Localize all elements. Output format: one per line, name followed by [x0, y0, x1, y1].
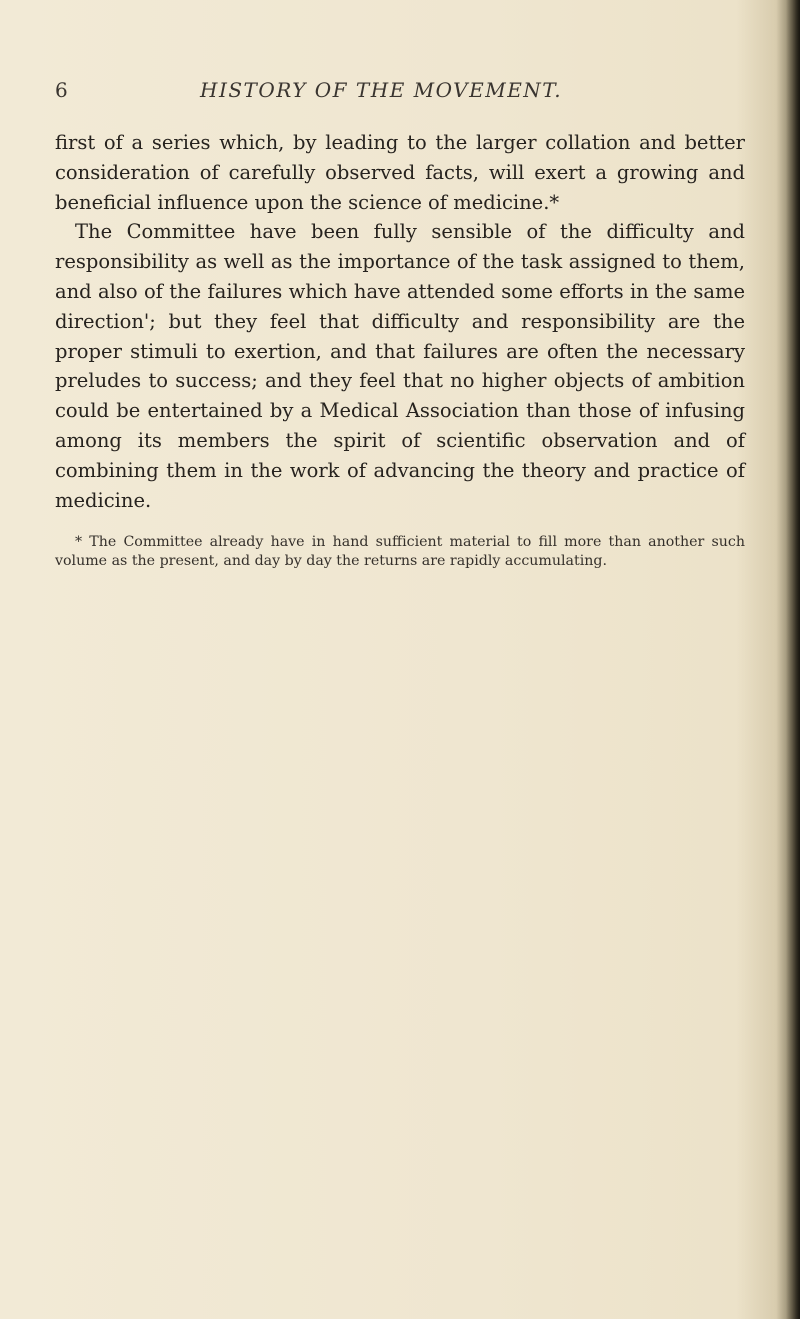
- running-title: HISTORY OF THE MOVEMENT.: [200, 78, 563, 102]
- body-text: [55, 128, 745, 515]
- paragraph-continued: first of a series which, by leading to the larger collation and better consideration of carefully observed facts, will exert a growing and beneficial influence upon the science of medicine.*: [55, 131, 745, 214]
- page-edge-shadow: [786, 0, 800, 1319]
- footnote: * The Committee already have in hand sufficient material to fill more than another such volume as the present, and day by day the returns are rapidly accumulating.: [55, 534, 745, 569]
- page-number: 6: [55, 78, 68, 102]
- paragraph: The Committee have been fully sensible of the difficulty and responsibility as well as the importance of the task assigned to them, and also of the failures which have attended some efforts in the same direction'; but they feel that difficulty and responsibility are the proper stimuli to exertion, and that failures are often the necessary preludes to success; and they feel that no higher objects of ambition could be entertained by a Medical Association than those of infusing among its members the spirit of scientific observation and of combining them in the work of advancing the theory and practice of medicine.: [55, 220, 745, 512]
- running-head: [55, 78, 755, 108]
